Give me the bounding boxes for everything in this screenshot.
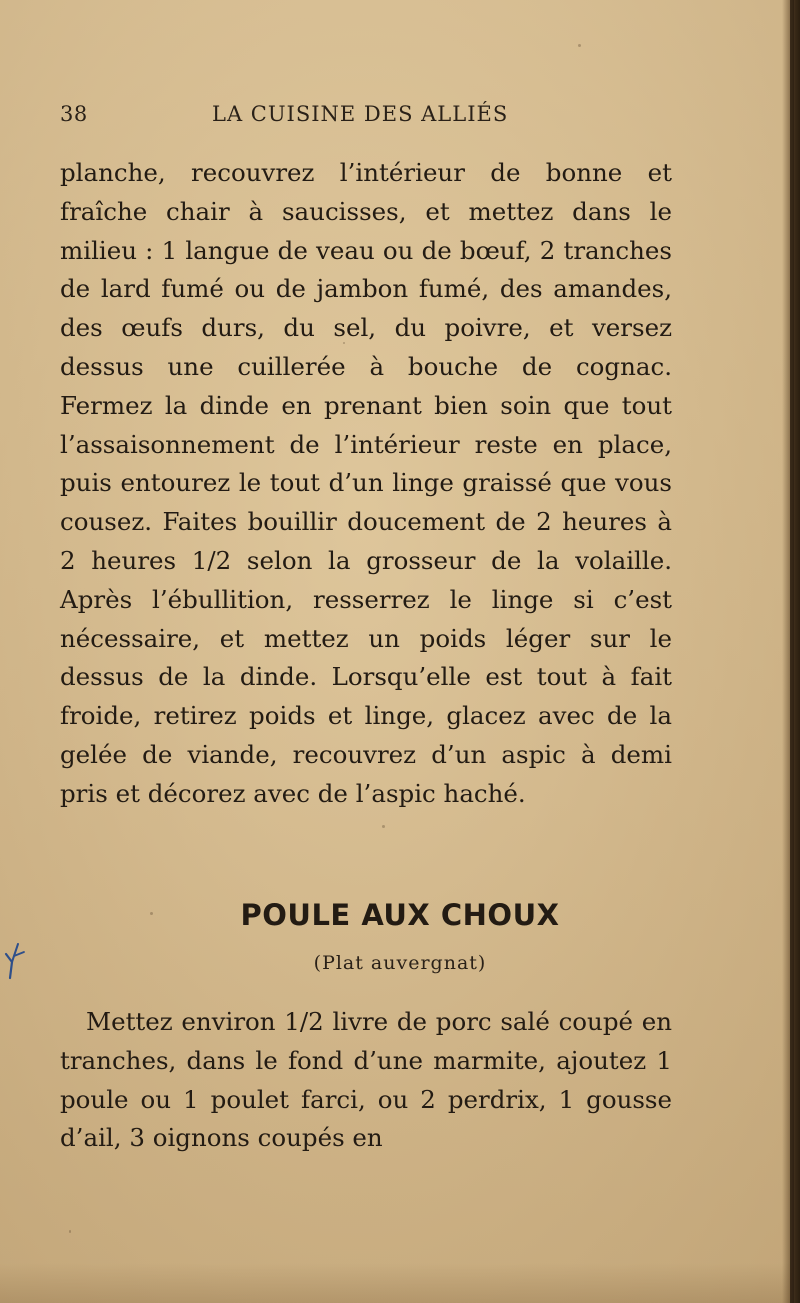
recipe-title: POULE AUX CHOUX: [240, 898, 560, 932]
running-head: [60, 102, 740, 134]
body-paragraph-recipe: Mettez environ 1/2 livre de porc salé coupé en tranches, dans le fond d’une marmite, ajoutez 1 poule ou 1 poulet farci, ou 2 perdrix, 1 gousse d’ail, 3 oignons coupés en: [60, 1007, 672, 1153]
paper-speck: [382, 825, 385, 828]
handwritten-check-mark-icon: [2, 940, 28, 980]
book-spine-edge: [790, 0, 794, 1303]
paper-speck: [343, 342, 345, 344]
paper-speck: [150, 912, 153, 915]
running-title: LA CUISINE DES ALLIÉS: [212, 102, 509, 126]
page-bottom-shade: [0, 1263, 800, 1303]
paper-speck: [69, 1230, 71, 1233]
page-number: 38: [60, 102, 88, 126]
recipe-subtitle: (Plat auvergnat): [313, 952, 487, 974]
body-paragraph-continued: planche, recouvrez l’intérieur de bonne et fraîche chair à saucisses, et mettez dans le milieu : 1 langue de veau ou de bœuf, 2 tranches de lard fumé ou de jambon fumé, des amandes, des œufs durs, du sel, du poivre, et versez dessus une cuillerée à bouche de cognac. Fermez la dinde en prenant bien soin que tout l’assaisonnement de l’intérieur reste en place, puis entourez le tout d’un linge graissé que vous cousez. Faites bouillir doucement de 2 heures à 2 heures 1/2 selon la grosseur de la volaille. Après l’ébullition, resserrez le linge si c’est nécessaire, et mettez un poids léger sur le dessus de la dinde. Lorsqu’elle est tout à fait froide, retirez poids et linge, glacez avec de la gelée de viande, recouvrez d’un aspic à demi pris et décorez avec de l’aspic haché.: [60, 158, 672, 808]
paper-speck: [578, 44, 581, 47]
